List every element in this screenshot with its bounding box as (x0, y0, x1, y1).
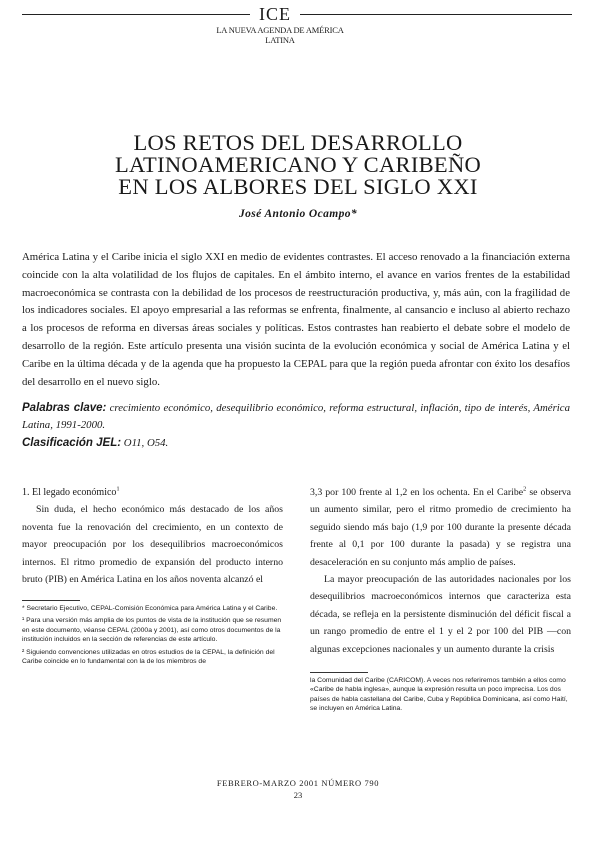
article-title (40, 132, 556, 198)
footnote-rule (22, 600, 80, 601)
journal-logo: ICE (259, 4, 291, 24)
footnote: la Comunidad del Caribe (CARICOM). A veces nos referiremos también a ellos como «Caribe de habla inglesa», aunque la expresión resulta un poco imprecisa. Los dos países de habla castellana del Caribe, Cuba y República Dominicana, así como Haití, se incluyen en América Latina. (310, 677, 568, 713)
jel-classification (22, 437, 570, 449)
footnote: ¹ Para una versión más amplia de los puntos de vista de la institución que se resumen en este documento, véanse CEPAL (2000a y 2001), así como otros documentos de la institución incluidos en la sección de referencias de este artículo. (22, 617, 282, 644)
footnote: * Secretario Ejecutivo, CEPAL-Comisión Económica para América Latina y el Caribe. (22, 605, 278, 612)
page-number: 23 (293, 790, 303, 800)
jel-label: Clasificación JEL: (22, 437, 122, 449)
keywords (22, 400, 570, 434)
footnotes-right (310, 676, 572, 717)
title-line: EN LOS ALBORES DEL SIGLO XXI (118, 174, 478, 199)
footnote-ref: 1 (116, 485, 120, 493)
keywords-label: Palabras clave: (22, 402, 107, 414)
abstract: América Latina y el Caribe inicia el siglo XXI en medio de evidentes contrastes. El acceso renovado a la financiación externa coincide con la alta volatilidad de los flujos de capitales. En el ámbito interno, el avance en varios frentes de la estabilidad macroeconómica se contrasta con la debilidad de los procesos de reestructuración productiva, y, más aún, con la fragilidad de los indicadores sociales. El apoyo empresarial a las reformas se enfrenta, finalmente, al cansancio e incluso al abierto rechazo a los procesos de reforma en diversas áreas sociales y políticas. Estos contrastes han reabierto el debate sobre el modelo de desarrollo de la región. Este artículo presenta una visión sucinta de la evolución económica y social de América Latina y el Caribe en la última década y de la agenda que ha propuesto la CEPAL para que la región pueda afrontar con éxito los desafíos del desarrollo en el nuevo siglo. (22, 251, 570, 388)
title-line: LATINOAMERICANO Y CARIBEÑO (114, 152, 482, 177)
footnotes-left (22, 604, 284, 669)
paragraph: 3,3 por 100 frente al 1,2 en los ochenta. En el Caribe$^2$ se observa un aumento similar, pero el ritmo promedio de crecimiento ha seguido siendo más bajo (1,9 por 100 durante la presente década frente al 0,1 por 100 durante la pasada) y se registra una desaceleración en su conjunto más amplio de países. (310, 485, 571, 568)
issue-info: FEBRERO-MARZO 2001 NÚMERO 790 (216, 778, 380, 788)
header-rule-right (300, 14, 572, 15)
section-header: LA NUEVA AGENDA DE AMÉRICA LATINA (216, 25, 344, 45)
keywords-text: crecimiento económico, desequilibrio económico, reforma estructural, inflación, tipo de interés, América Latina, 1991-2000. (22, 402, 570, 431)
paragraph: Sin duda, el hecho económico más destacado de los años noventa fue la renovación del crecimiento, en un contexto de mayor preocupación por los desequilibrios macroeconómicos internos. El ritmo promedio de expansión del producto interno bruto (PIB) en América Latina en los años noventa alcanzó el (22, 504, 283, 586)
title-line: LOS RETOS DEL DESARROLLO (133, 130, 463, 155)
section-heading: 1. El legado económico$^1$ (22, 485, 120, 498)
footnote-ref: 2 (523, 485, 527, 493)
footnote-rule (310, 672, 368, 673)
author-name: José Antonio Ocampo* (238, 208, 358, 220)
jel-codes: O11, O54. (123, 437, 169, 449)
footnote: ² Siguiendo convenciones utilizadas en otros estudios de la CEPAL, la definición del Caribe coincide en lo fundamental con la de los miembros de (22, 648, 275, 666)
header-rule-left (22, 14, 250, 15)
paragraph: La mayor preocupación de las autoridades nacionales por los desequilibrios macroeconómicos internos que caracteriza esta década, se refleja en la persistente disminución del déficit fiscal a un rango promedio de entre el 1 y el 2 por 100 del PIB —con algunas excepciones nacionales y un aumento durante la crisis (310, 574, 571, 655)
body-column-right (310, 484, 571, 658)
body-column-left (22, 484, 283, 588)
